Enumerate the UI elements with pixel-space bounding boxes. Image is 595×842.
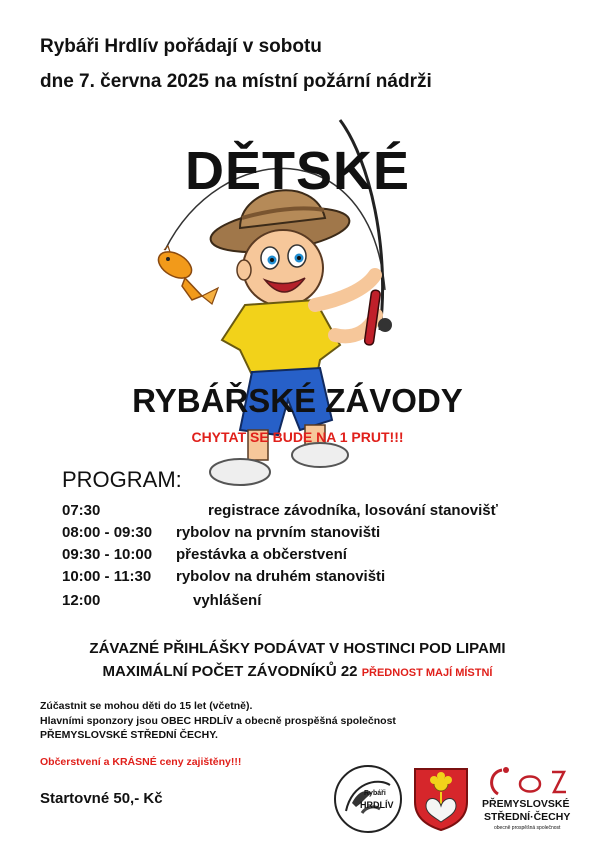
title-main: DĚTSKÉ [184,141,411,201]
locals-priority-note: PŘEDNOST MAJÍ MÍSTNÍ [361,667,493,679]
program-row [62,546,347,563]
capacity-notice [0,663,595,680]
program-heading: PROGRAM: [62,467,182,492]
title-sub: RYBÁŘSKÉ ZÁVODY [132,382,463,419]
capacity-text: MAXIMÁLNÍ POČET ZÁVODNÍKŮ 22 [102,663,358,680]
program-row [62,568,386,585]
premysl-tagline: obecně prospěšná společnost [494,825,561,831]
registration-notice: ZÁVAZNÉ PŘIHLÁŠKY PODÁVAT V HOSTINCI POD LIPAMI [89,640,506,657]
club-name-line-2: HRDLÍV [360,800,394,810]
entry-fee: Startovné 50,- Kč [40,790,163,807]
coat-of-arms [412,766,470,832]
program-time: 08:00 - 09:30 [62,524,153,541]
program-time: 07:30 [62,502,101,519]
fish-icon [154,246,218,304]
premysl-logo [480,764,580,836]
program-desc: rybolov na druhém stanovišti [176,568,386,585]
program-desc: přestávka a občerstvení [176,546,347,563]
sponsors-info-2: PŘEMYSLOVSKÉ STŘEDNÍ ČECHY. [40,729,218,741]
shoe-icon [210,459,270,485]
program-desc: vyhlášení [193,592,262,609]
premysl-name-line-2: STŘEDNÍ·ČECHY [484,811,571,823]
sponsors-info: Hlavními sponzory jsou OBEC HRDLÍV a obecně prospěšná společnost [40,715,396,727]
one-rod-note: CHYTAT SE BUDE NA 1 PRUT!!! [191,429,404,445]
program-time: 10:00 - 11:30 [62,568,152,585]
program-desc: registrace závodníka, losování stanovišť [208,502,498,519]
club-logo [332,763,404,835]
intro-line-1: Rybáři Hrdlív pořádají v sobotu [40,36,322,57]
boy-face [243,230,323,306]
fisherman-logo-icon [332,763,404,835]
program-time: 12:00 [62,592,101,609]
program-row [62,524,381,541]
program-row [62,502,498,519]
premysl-emblem-icon [480,764,580,798]
coat-of-arms-icon [412,766,470,832]
age-info: Zúčastnit se mohou děti do 15 let (včetně). [40,700,253,712]
program-desc: rybolov na prvním stanovišti [176,524,381,541]
boy-shirt [222,300,340,375]
club-name-line-1: Rybáři [364,790,386,797]
shoe-icon [292,443,348,467]
program-row [62,592,262,609]
refreshment-note: Občerstvení a KRÁSNÉ ceny zajištěny!!! [40,756,242,768]
program-time: 09:30 - 10:00 [62,546,153,563]
premysl-name-line-1: PŘEMYSLOVSKÉ [482,798,570,810]
intro-line-2: dne 7. června 2025 na místní požární nádrži [40,71,432,92]
